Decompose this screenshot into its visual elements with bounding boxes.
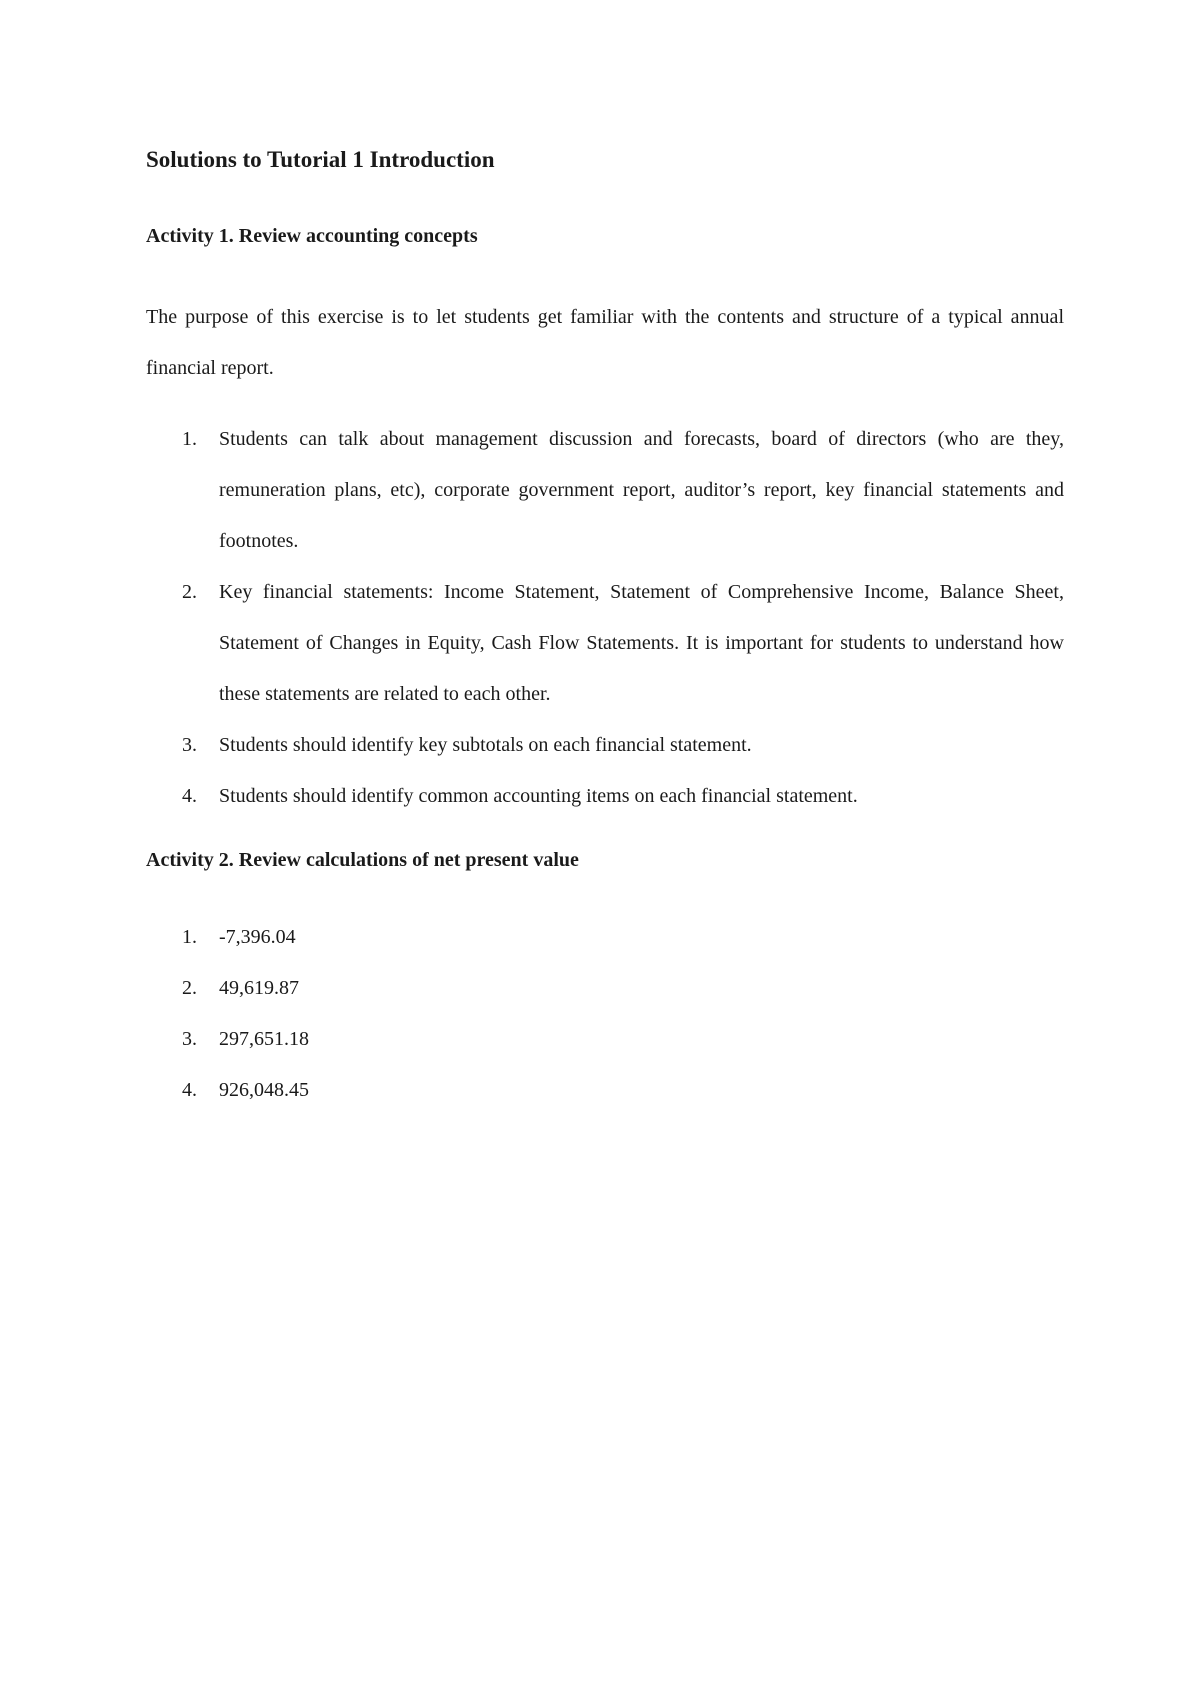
npv-value: 926,048.45 xyxy=(219,1079,309,1101)
list-item-number: 1. xyxy=(182,926,197,948)
list-item-text: Students can talk about management discussion and forecasts, board of directors (who are they, remuneration plans, etc), corporate government report, auditor’s report, key financial statements and footnotes. xyxy=(219,428,1064,552)
list-item-text: Students should identify common accounting items on each financial statement. xyxy=(219,785,858,807)
activity-1-heading: Activity 1. Review accounting concepts xyxy=(146,225,478,247)
list-item xyxy=(146,567,1064,720)
list-item xyxy=(146,720,1064,771)
list-item xyxy=(146,963,1064,1014)
document-title: Solutions to Tutorial 1 Introduction xyxy=(146,147,495,172)
list-item xyxy=(146,771,1064,822)
activity-1-list xyxy=(146,414,1064,822)
activity-1-intro: The purpose of this exercise is to let students get familiar with the contents and structure of a typical annual financial report. xyxy=(146,306,1064,379)
list-item-number: 4. xyxy=(182,785,197,807)
list-item xyxy=(146,414,1064,567)
list-item-number: 4. xyxy=(182,1079,197,1101)
list-item-number: 1. xyxy=(182,428,197,450)
list-item-text: Key financial statements: Income Statement, Statement of Comprehensive Income, Balance Sheet, Statement of Changes in Equity, Cash Flow Statements. It is important for students to understand how these statements are related to each other. xyxy=(219,581,1064,705)
list-item-number: 3. xyxy=(182,734,197,756)
list-item-number: 2. xyxy=(182,977,197,999)
npv-value: -7,396.04 xyxy=(219,926,296,948)
list-item-text: Students should identify key subtotals on each financial statement. xyxy=(219,734,752,756)
npv-value: 297,651.18 xyxy=(219,1028,309,1050)
list-item xyxy=(146,912,1064,963)
activity-2-list xyxy=(146,912,1064,1116)
list-item-number: 3. xyxy=(182,1028,197,1050)
list-item xyxy=(146,1014,1064,1065)
npv-value: 49,619.87 xyxy=(219,977,299,999)
activity-2-heading: Activity 2. Review calculations of net present value xyxy=(146,849,579,871)
list-item xyxy=(146,1065,1064,1116)
list-item-number: 2. xyxy=(182,581,197,603)
